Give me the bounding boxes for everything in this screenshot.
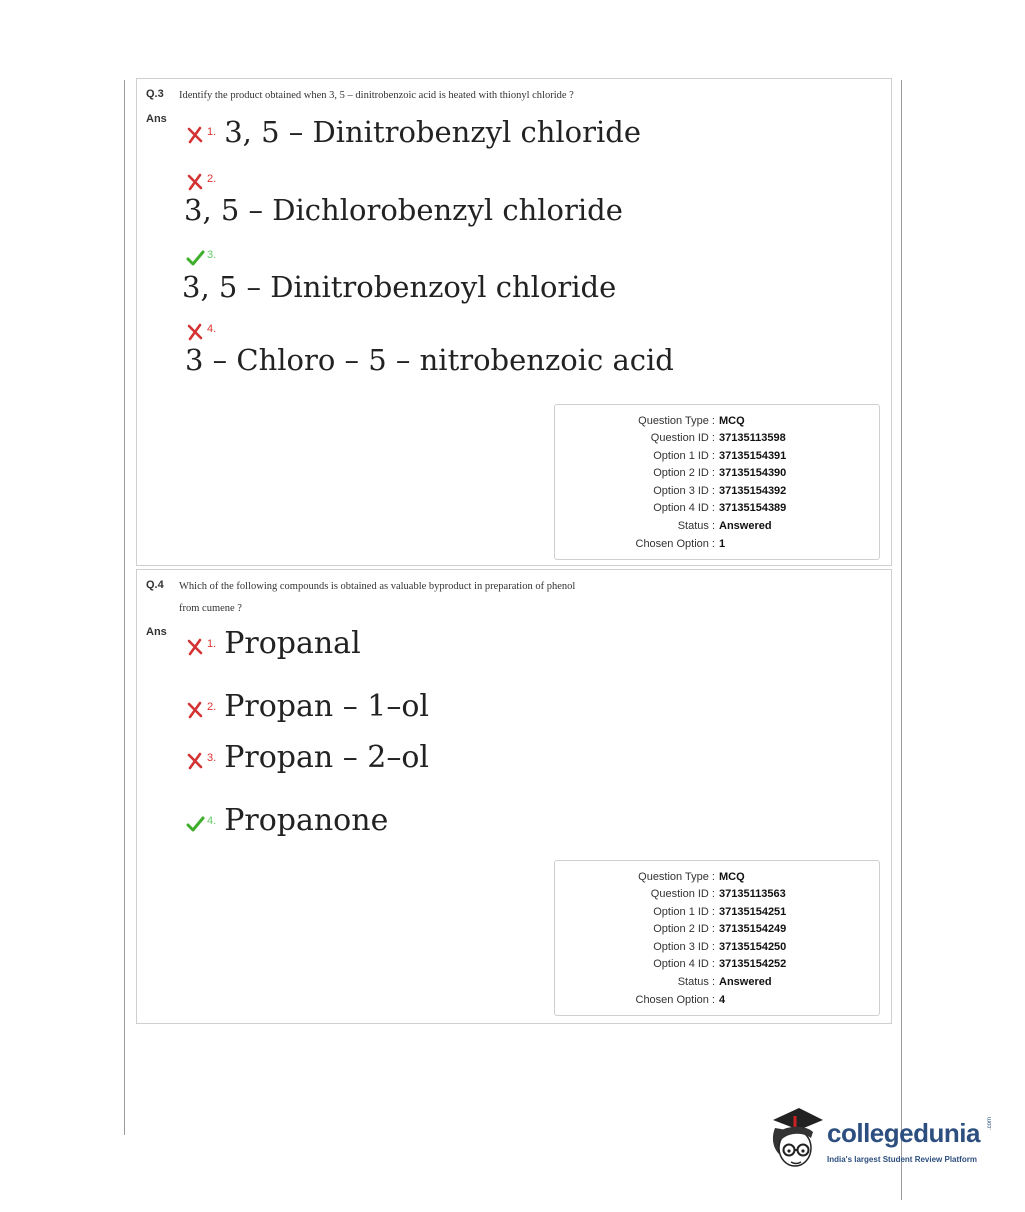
logo-tagline: India's largest Student Review Platform [827,1155,977,1164]
left-border-line [124,80,125,1135]
answer-label: Ans [146,626,167,638]
question-panel-q4 [136,569,892,1024]
option-4-text: 3 – Chloro – 5 – nitrobenzoic acid [185,343,674,377]
option-text: Propanone [224,803,389,838]
option-number: 4. [207,323,217,335]
check-icon [185,814,205,834]
cross-icon [185,751,205,771]
option-3-text: 3, 5 – Dinitrobenzoyl chloride [182,270,617,304]
question-number: Q.3 [146,88,164,100]
option-1 [185,626,361,661]
question-text [179,576,575,620]
cross-icon [185,637,205,657]
option-number: 2. [207,700,217,713]
option-2-marker [185,169,224,189]
cross-icon [185,125,205,145]
right-border-line [901,80,902,1200]
option-number: 4. [207,814,217,827]
option-3-marker [185,245,224,265]
logo-suffix: .com [987,1116,993,1130]
collegedunia-logo [765,1102,995,1177]
question-text-line: from cumene ? [179,603,242,614]
cross-icon [185,322,205,342]
option-3 [185,740,429,775]
option-2-text: 3, 5 – Dichlorobenzyl chloride [184,193,623,227]
option-text: 3, 5 – Dinitrobenzyl chloride [224,115,641,149]
question-text-line: Identify the product obtained when 3, 5 – dinitrobenzoic acid is heated with thionyl chloride ? [179,90,574,101]
question-text [179,85,574,107]
option-number: 3. [207,249,217,261]
cross-icon [185,700,205,720]
question-info-box: Question Type : MCQ Question ID : 37135113563 Option 1 ID : 37135154251 Option 2 ID : 37135154249 Option 3 ID : 37135154250 Option 4 ID : 37135154252 Status : Answered Chosen Option : 4 [554,860,880,1016]
option-1 [185,115,641,149]
option-text: Propan – 1–ol [224,689,430,724]
check-icon [185,248,205,268]
logo-wordmark: collegedunia [827,1118,980,1148]
option-4 [185,803,388,838]
option-2 [185,689,429,724]
question-text-line: Which of the following compounds is obtained as valuable byproduct in preparation of phenol [179,581,576,592]
option-number: 1. [207,126,217,138]
student-mascot-icon [765,1102,825,1177]
question-info-box: Question Type : MCQ Question ID : 37135113598 Option 1 ID : 37135154391 Option 2 ID : 37135154390 Option 3 ID : 37135154392 Option 4 ID : 37135154389 Status : Answered Chosen Option : 1 [554,404,880,560]
option-4-marker [185,319,224,339]
question-panel-q3 [136,78,892,566]
option-text: Propanal [224,626,361,661]
cross-icon [185,172,205,192]
question-number: Q.4 [146,579,164,591]
option-number: 2. [207,173,217,185]
option-number: 1. [207,637,217,650]
answer-label: Ans [146,113,167,125]
option-text: Propan – 2–ol [224,740,430,775]
option-number: 3. [207,751,217,764]
